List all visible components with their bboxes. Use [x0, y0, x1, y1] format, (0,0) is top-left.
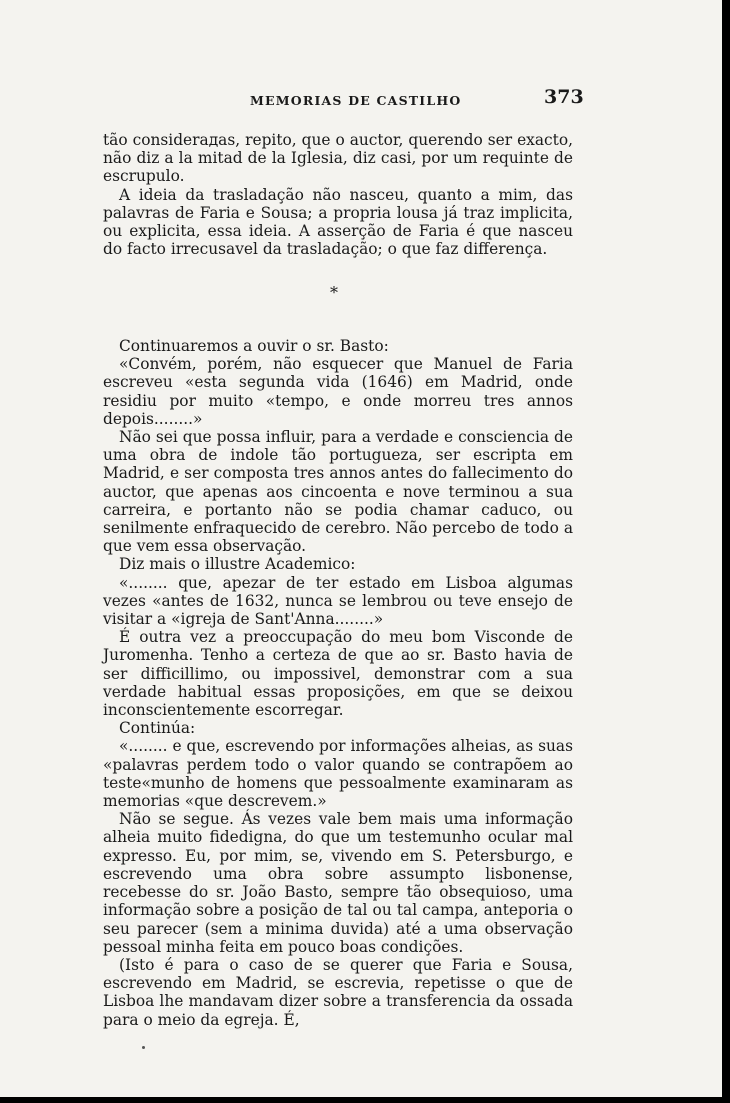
- quotation: «........ que, apezar de ter estado em Lisboa algumas vezes «antes de 1632, nunca se lembrou ou teve ensejo de visitar a «igreja de Sant'Anna........»: [103, 573, 573, 629]
- section-separator: *: [330, 283, 338, 302]
- quotation: «Convém, porém, não esquecer que Manuel de Faria escreveu «esta segunda vida (1646) em Madrid, onde residiu por muito «tempo, e onde morreu tres annos depois........»: [103, 355, 573, 428]
- quotation: «........ e que, escrevendo por informações alheias, as suas «palavras perdem todo o valor quando se contrapõem ao teste«munho de homens que pessoalmente examinaram as memorias «que descrevem.»: [103, 737, 573, 811]
- paragraph: Não se segue. Ás vezes vale bem mais uma informação alheia muito fidedigna, do que um testemunho ocular mal expresso. Eu, por mim, se, vivendo em S. Petersburgo, e escrevendo uma obra sobre assumpto lisbonense, recebesse do sr. João Basto, sempre tão obsequioso, uma informação sobre a posição de tal ou tal campa, anteporia o seu parecer (sem a minima duvida) até a uma observação pessoal minha feita em pouco boas condições.: [103, 810, 573, 956]
- paragraph: Continúa:: [119, 719, 196, 738]
- running-title: MEMORIAS DE CASTILHO: [250, 93, 462, 108]
- paragraph: Não sei que possa influir, para a verdade e consciencia de uma obra de indole tão portugueza, ser escripta em Madrid, e ser composta tres annos antes do fallecimento do auctor, que apenas aos cincoenta e nove terminou a sua carreira, e portanto não se podia chamar caduco, ou senilmente enfraquecido de cerebro. Não percebo de todo a que vem essa observação.: [103, 428, 573, 556]
- ink-speck: [142, 1046, 145, 1049]
- text-block-2: [103, 337, 573, 1029]
- paragraph: (Isto é para o caso de se querer que Faria e Sousa, escrevendo em Madrid, se escrevia, repetisse o que de Lisboa lhe mandavam dizer sobre a transferencia da ossada para o meio da egreja. É,: [103, 955, 573, 1029]
- paragraph: É outra vez a preoccupação do meu bom Visconde de Juromenha. Tenho a certeza de que ao sr. Basto havia de ser difficillimo, ou impossivel, demonstrar com a sua verdade habitual essas proposições, em que se deixou inconscientemente escorregar.: [103, 628, 573, 720]
- paragraph: tão considerадas, repito, que o auctor, querendo ser exacto, não diz a la mitad de la Iglesia, diz casi, por um requinte de escrupulo.: [103, 131, 573, 186]
- paragraph: Continuaremos a ouvir o sr. Basto:: [119, 337, 389, 355]
- text-block-1: [103, 131, 573, 258]
- paragraph: A ideia da trasladação não nasceu, quanto a mim, das palavras de Faria e Sousa; a propria lousa já traz implicita, ou explicita, essa ideia. A asserção de Faria é que nasceu do facto irrecusavel da trasladação; o que faz differença.: [103, 185, 573, 259]
- page-number: 373: [544, 86, 584, 108]
- paragraph: Diz mais o illustre Academico:: [119, 555, 356, 574]
